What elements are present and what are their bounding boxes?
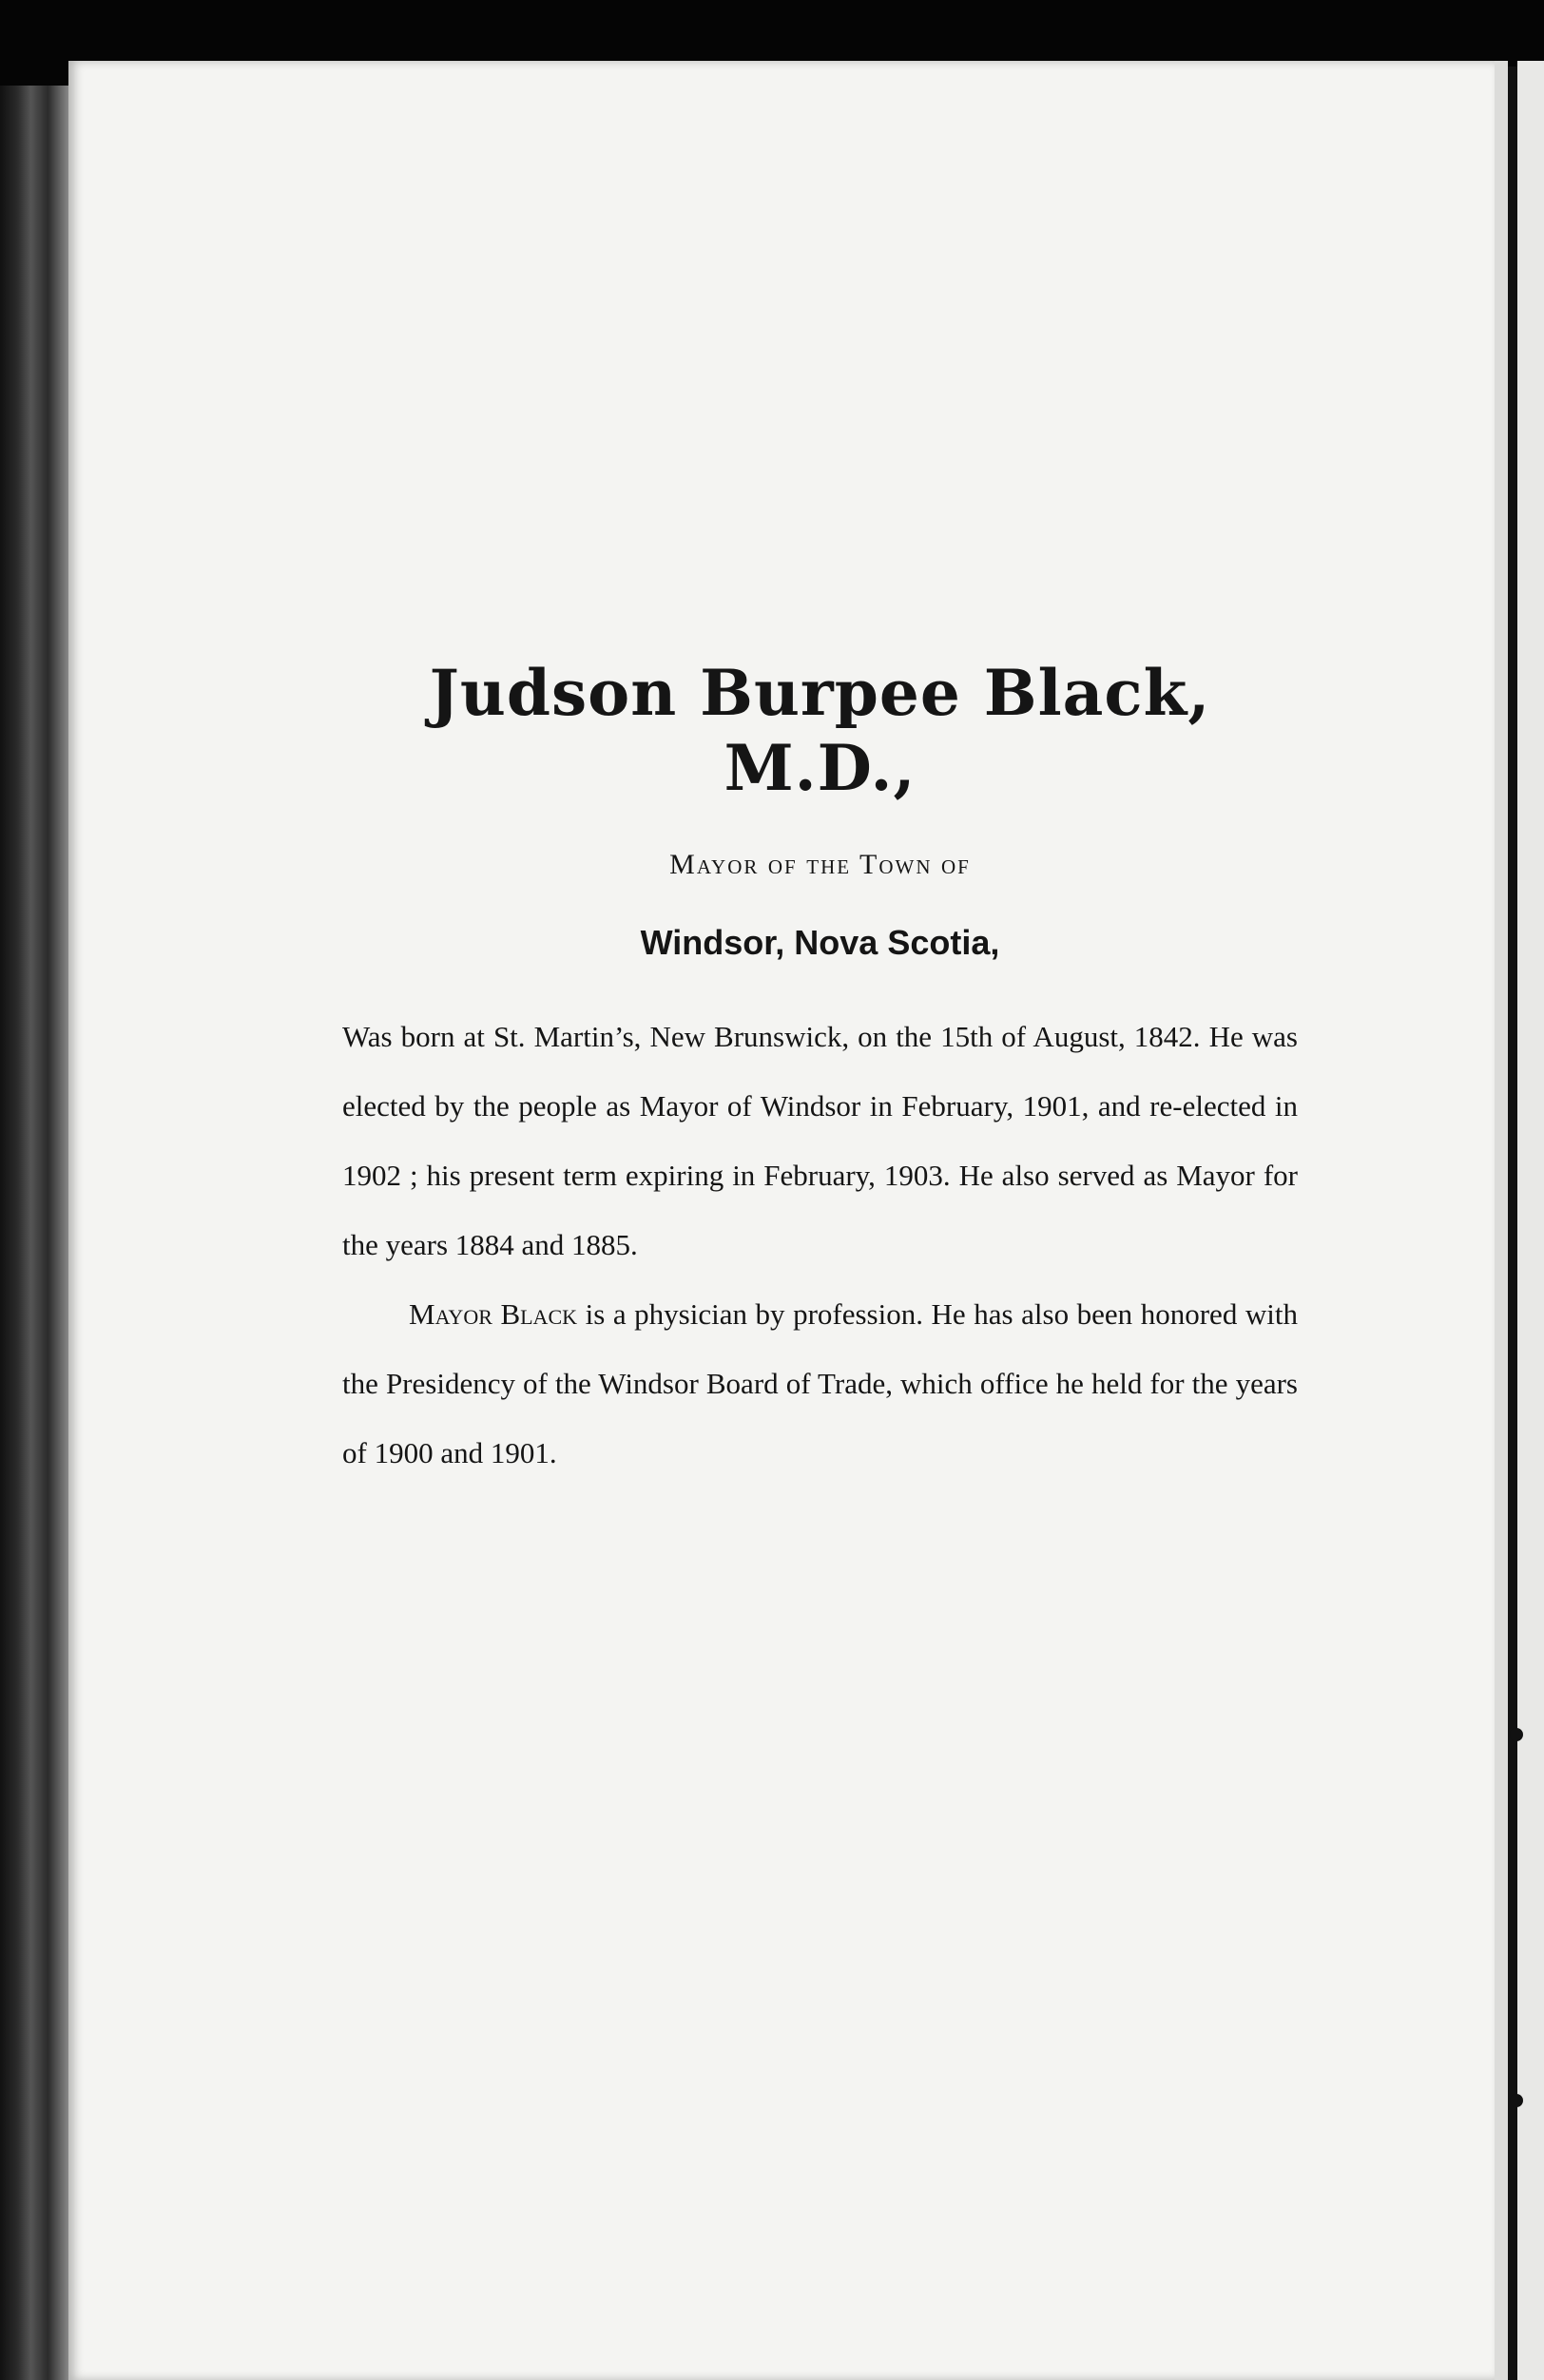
paragraph-profession-text: is a physician by profession. He has also been honored with the Presidency of the Windsor Board of Trade, which office he held for the years of 1900 and 1901. xyxy=(342,1296,1298,1469)
binding-mark xyxy=(1510,2094,1523,2107)
binding-mark xyxy=(1510,1728,1523,1741)
paragraph-biography: Was born at St. Martin’s, New Brunswick, on the 15th of August, 1842. He was elected by the people as Mayor of Windsor in February, 1901, and re-elected in 1902 ; his present term expiring in February, 1903. He also served as Mayor for the years 1884 and 1885. xyxy=(342,1019,1298,1261)
page-title: Judson Burpee Black, M.D., xyxy=(429,656,1211,806)
page-content xyxy=(342,656,1298,1488)
page-right-margin xyxy=(1495,61,1508,2380)
page-right-border xyxy=(1508,67,1517,2380)
place-heading: Windsor, Nova Scotia, xyxy=(640,923,1000,963)
scan-right-strip xyxy=(1517,61,1544,2380)
book-spine-edge xyxy=(0,86,68,2380)
mayor-name-smallcaps: Mayor Black xyxy=(409,1296,578,1331)
page-subtitle: Mayor of the Town of xyxy=(669,849,971,881)
paragraph-profession xyxy=(342,1279,1298,1488)
